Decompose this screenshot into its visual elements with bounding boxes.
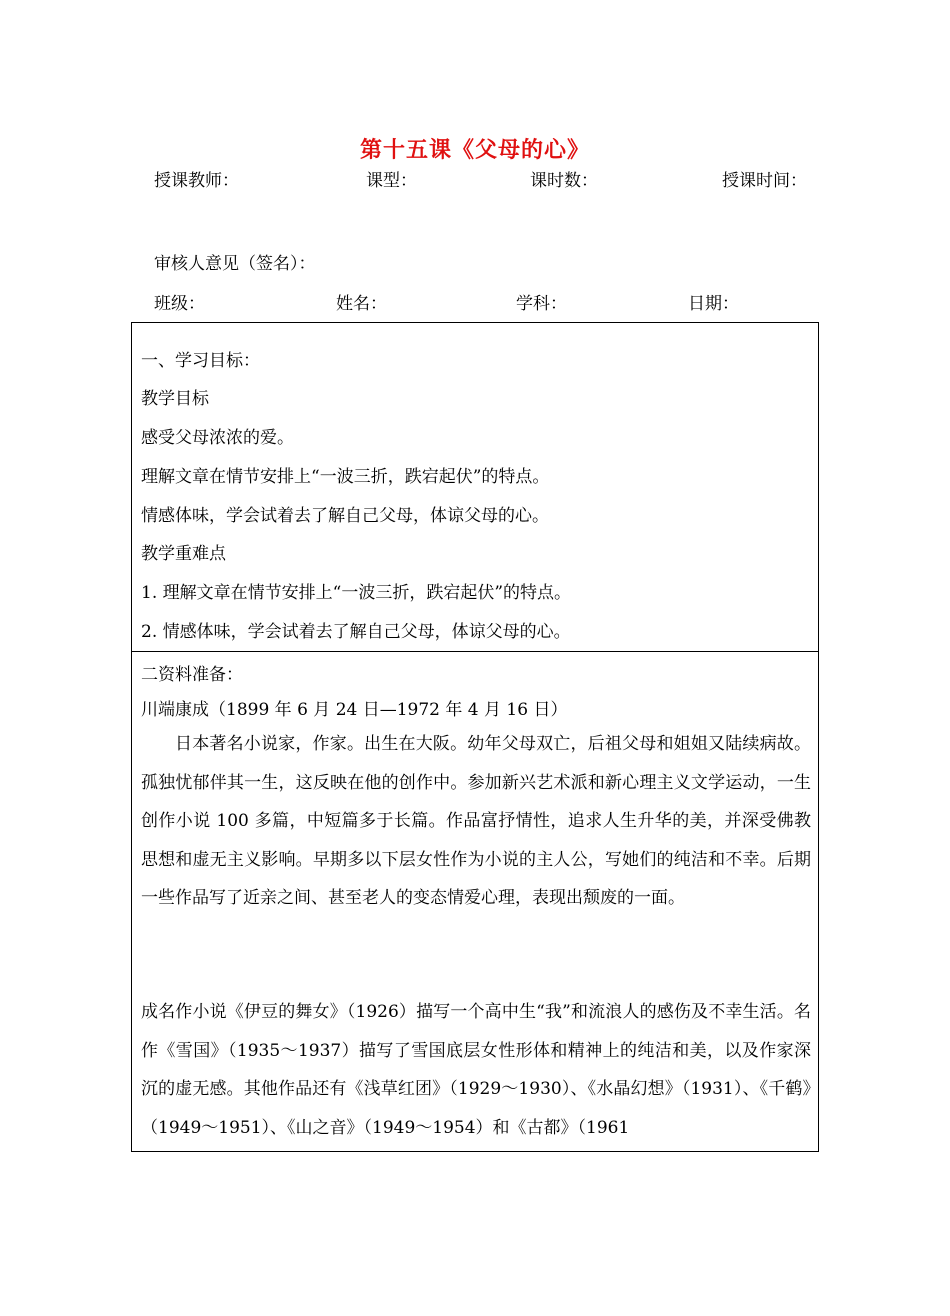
goal-item: 理解文章在情节安排上“一波三折，跌宕起伏”的特点。 (141, 467, 550, 487)
class-label: 班级： (154, 294, 205, 314)
lesson-time-label: 授课时间： (722, 171, 807, 191)
key-title: 教学重难点 (141, 544, 226, 564)
subject-label: 学科： (516, 294, 567, 314)
works-paragraph: 成名作小说《伊豆的舞女》（1926）描写一个高中生“我”和流浪人的感伤及不幸生活。名作《雪国》（1935～1937）描写了雪国底层女性形体和精神上的纯洁和美，以及作家深沉的虚无感。其他作品还有《浅草红团》（1929～1930）、《水晶幻想》（1931）、《千鹤》（1949～1951）、《山之音》（1949～1954）和《古都》（1961 (141, 1002, 811, 1138)
section2-heading: 二资料准备： (141, 665, 243, 685)
lesson-hours-label: 课时数： (530, 171, 598, 191)
goal-item: 感受父母浓浓的爱。 (141, 428, 294, 448)
section1-heading: 一、学习目标： (141, 351, 260, 371)
lesson-type-label: 课型： (366, 171, 417, 191)
page-title: 第十五课《父母的心》 (359, 137, 590, 163)
author-line: 川端康成（1899 年 6 月 24 日—1972 年 4 月 16 日） (141, 700, 568, 720)
review-signature-label: 审核人意见（签名）： (154, 254, 316, 274)
goal-item: 情感体味，学会试着去了解自己父母，体谅父母的心。 (141, 506, 549, 526)
date-label: 日期： (688, 294, 739, 314)
goal-title: 教学目标 (141, 389, 209, 409)
author-bio-paragraph: 日本著名小说家，作家。出生在大阪。幼年父母双亡，后祖父母和姐姐又陆续病故。孤独忧郁伴其一生，这反映在他的创作中。参加新兴艺术派和新心理主义文学运动，一生创作小说 100 多篇，中短篇多于长篇。作品富抒情性，追求人生升华的美，并深受佛教思想和虚无主义影响。早期多以下层女性作为小说的主人公，写她们的纯洁和不幸。后期一些作品写了近亲之间、甚至老人的变态情爱心理，表现出颓废的一面。 (141, 734, 811, 908)
name-label: 姓名： (336, 294, 387, 314)
key-item: 2. 情感体味，学会试着去了解自己父母，体谅父母的心。 (141, 622, 571, 642)
key-item: 1. 理解文章在情节安排上“一波三折，跌宕起伏”的特点。 (141, 583, 572, 603)
teacher-label: 授课教师： (154, 171, 239, 191)
